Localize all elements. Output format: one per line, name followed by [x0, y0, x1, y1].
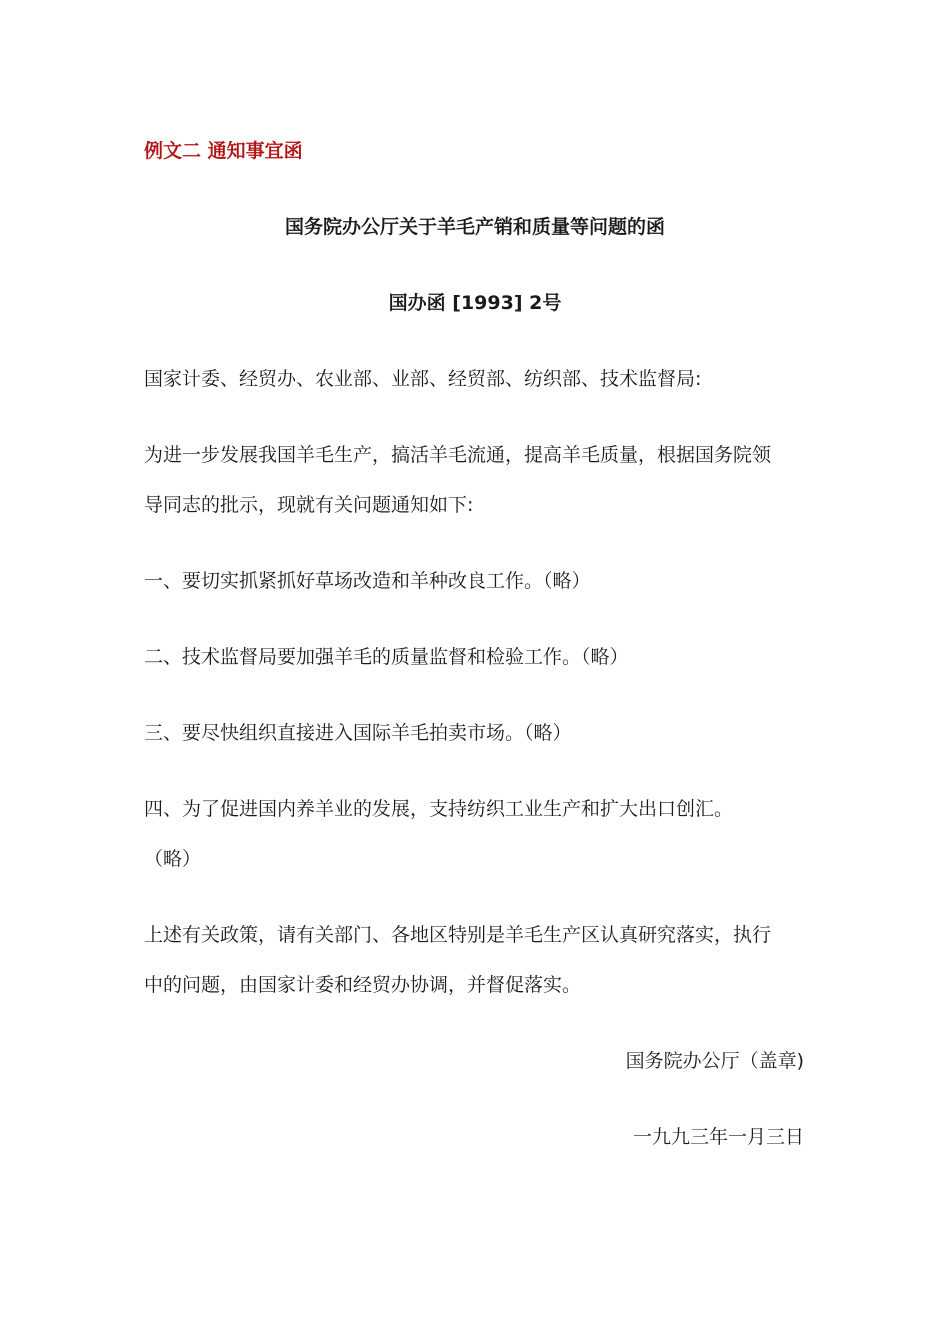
item-4-continuation: （略）	[144, 848, 202, 870]
item-2: 二、技术监督局要加强羊毛的质量监督和检验工作。（略）	[144, 646, 629, 668]
closing-paragraph-line-1: 上述有关政策，请有关部门、各地区特别是羊毛生产区认真研究落实，执行	[144, 924, 772, 946]
date: 一九九三年一月三日	[632, 1126, 804, 1148]
document-title: 国务院办公厅关于羊毛产销和质量等问题的函	[284, 216, 665, 238]
intro-paragraph-line-2: 导同志的批示，现就有关问题通知如下:	[144, 494, 474, 516]
signature: 国务院办公厅（盖章)	[625, 1050, 804, 1072]
item-3: 三、要尽快组织直接进入国际羊毛拍卖市场。（略）	[144, 722, 572, 744]
item-4: 四、为了促进国内养羊业的发展，支持纺织工业生产和扩大出口创汇。	[144, 798, 734, 820]
example-heading: 例文二 通知事宜函	[144, 140, 303, 162]
closing-paragraph-line-2: 中的问题，由国家计委和经贸办协调，并督促落实。	[144, 974, 582, 996]
item-1: 一、要切实抓紧抓好草场改造和羊种改良工作。（略）	[144, 570, 591, 592]
addressees: 国家计委、经贸办、农业部、业部、经贸部、纺织部、技术监督局:	[144, 368, 702, 390]
intro-paragraph-line-1: 为进一步发展我国羊毛生产，搞活羊毛流通，提高羊毛质量，根据国务院领	[144, 444, 772, 466]
document-number: 国办函 [1993] 2号	[388, 292, 562, 314]
